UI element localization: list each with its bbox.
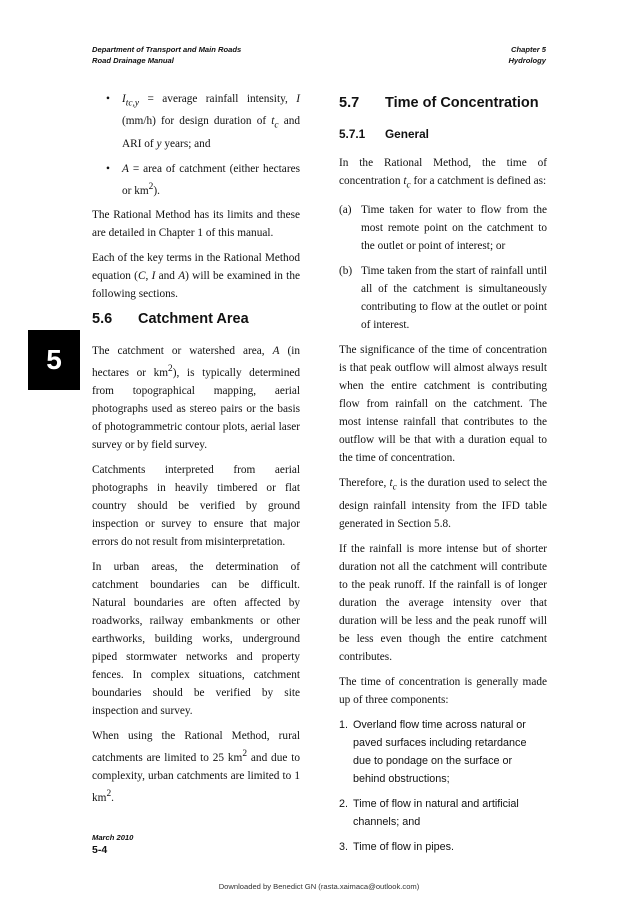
left-column [92, 90, 300, 814]
footer [92, 832, 133, 857]
header-chapter: Chapter 5 [510, 45, 546, 54]
paragraph: The time of concentration is generally made up of three components: [339, 675, 547, 706]
list-item: 3. Time of flow in pipes. [339, 840, 455, 853]
paragraph: The Rational Method has its limits and these are detailed in Chapter 1 of this manual. [92, 209, 300, 240]
definition-intensity: • $I_{tc,y}$ = average rainfall intensity, I (mm/h) for design duration of $t_c$ and ARI of y years; and [92, 90, 300, 153]
header-department: Department of Transport and Main Roads [92, 45, 242, 54]
subsection-heading-general: 5.7.1 General [339, 127, 429, 141]
definition-options [339, 201, 547, 334]
definition-area: • A = area of catchment (either hectares or $km^2$). [92, 160, 300, 200]
chapter-tab: 5 [28, 330, 80, 390]
header-manual: Road Drainage Manual [92, 56, 174, 65]
section-heading-catchment-area: 5.6 Catchment Area [92, 311, 249, 328]
option-a: (a) Time taken for water to flow from the most remote point on the catchment to the outlet or point of interest; or [339, 204, 547, 253]
components-list [339, 716, 547, 856]
paragraph: If the rainfall is more intense but of shorter duration not all the catchment will contribute to the peak runoff. If the rainfall is of longer duration the average intensity over that duration will be less and the peak runoff will be less even though the entire catchment contributes. [339, 542, 547, 663]
paragraph: In the Rational Method, the time of concentration $t_c$ for a catchment is defined as: [339, 157, 547, 191]
paragraph: Catchments interpreted from aerial photographs in heavily timbered or flat country should be verified by ground inspection or survey to ensure that major errors do not result from misinterpretation. [92, 464, 300, 549]
footer-date: March 2010 [92, 833, 134, 842]
header-right [508, 44, 546, 66]
page-number: 5-4 [92, 844, 108, 856]
download-note: Downloaded by Benedict GN (rasta.xaimaca@outlook.com) [218, 882, 420, 891]
paragraph: The catchment or watershed area, A (in hectares or $km^2$), is typically determined from topographical mapping, aerial photographs used as stereo pairs or the basis of photogrammetric contour plots, aerial laser survey or by field survey. [92, 345, 301, 452]
paragraph: When using the Rational Method, rural catchments are limited to 25 $km^2$ and due to complexity, urban catchments are limited to 1 $km^2$. [92, 730, 301, 804]
list-item: 2. Time of flow in natural and artificial channels; and [339, 797, 519, 828]
paragraph: Each of the key terms in the Rational Method equation (C, I and A) will be examined in the following sections. [92, 252, 300, 301]
header-topic: Hydrology [508, 56, 546, 65]
section-heading-time-of-concentration: 5.7 Time of Concentration [339, 95, 539, 111]
list-item: 1. Overland flow time across natural or paved surfaces including retardance due to pondage on the surface or behind obstructions; [339, 718, 527, 785]
definition-list [92, 90, 300, 199]
paragraph: The significance of the time of concentration is that peak outflow will almost always result when the entire catchment is contributing flow from rainfall on the catchment. The most intense rainfall that contributes to the outflow will be that with a duration equal to the time of concentration. [339, 344, 547, 465]
option-b: (b) Time taken from the start of rainfall until all of the catchment is simultaneously contributing to flow at the outlet or point of interest. [339, 265, 547, 332]
right-column [339, 90, 547, 863]
paragraph: In urban areas, the determination of catchment boundaries can be difficult. Natural boundaries are often affected by roadworks, railway embankments or other earthworks, building works, underground piped stormwater networks and property fences. In complex situations, catchment boundaries should be verified by site inspection and survey. [92, 561, 300, 718]
paragraph: Therefore, $t_c$ is the duration used to select the design rainfall intensity from the IFD table generated in Section 5.8. [339, 477, 547, 530]
header-left [92, 44, 241, 66]
